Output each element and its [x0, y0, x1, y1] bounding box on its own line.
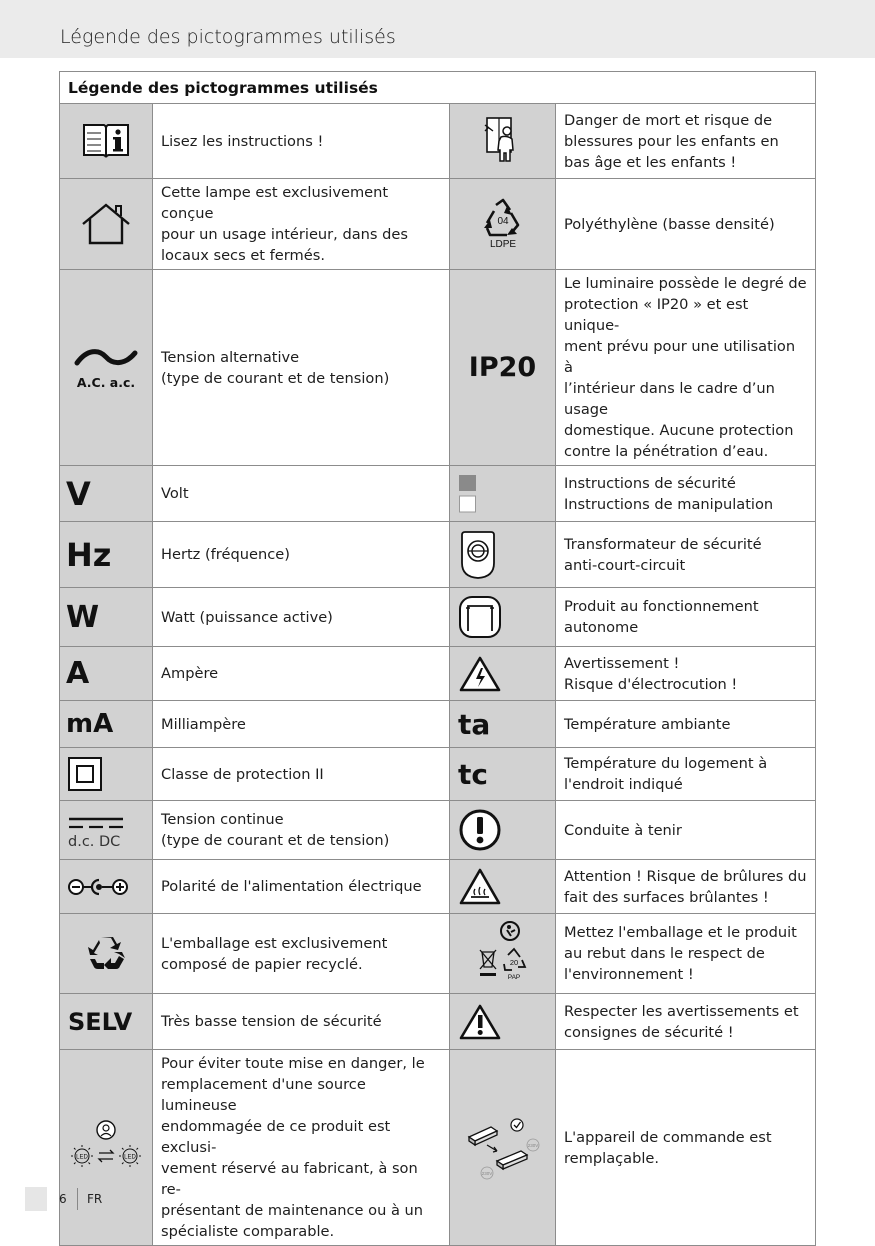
table-row	[60, 860, 816, 914]
icon-cell	[60, 104, 153, 179]
table-row	[60, 104, 816, 179]
ip20-icon: IP20	[468, 352, 537, 383]
icon-cell	[450, 104, 556, 179]
pap-label-text: PAP	[507, 973, 520, 981]
icon-cell	[450, 701, 556, 748]
table-row	[60, 701, 816, 748]
independent-operation-icon	[458, 595, 502, 639]
dc-label-text: d.c. DC	[68, 834, 121, 850]
recycled-paper-icon	[84, 934, 128, 974]
description-cell: Transformateur de sécurité anti-court-circuit	[556, 522, 816, 588]
icon-cell	[450, 748, 556, 801]
icon-cell	[60, 270, 153, 466]
exclamation-circle-icon	[458, 808, 502, 852]
watt-icon: W	[66, 599, 100, 635]
language-code: FR	[87, 1192, 103, 1206]
table-heading-row	[60, 72, 816, 104]
icon-cell	[60, 588, 153, 647]
description-cell: Très basse tension de sécurité	[153, 994, 450, 1050]
footer-divider	[77, 1188, 78, 1210]
icon-cell	[450, 647, 556, 701]
description-cell: Mettez l'emballage et le produit au rebut dans le respect de l'environnement !	[556, 914, 816, 994]
page-header	[0, 0, 875, 58]
voltage-text-b: 230V	[481, 1170, 492, 1176]
description-cell: Tension alternative (type de courant et de tension)	[153, 270, 450, 466]
icon-cell	[450, 860, 556, 914]
description-cell: Instructions de sécurité Instructions de manipulation	[556, 466, 816, 522]
description-cell: Respecter les avertissements et consignes de sécurité !	[556, 994, 816, 1050]
icon-cell	[450, 801, 556, 860]
table-row	[60, 914, 816, 994]
child-danger-icon	[483, 115, 523, 167]
icon-cell	[60, 801, 153, 860]
description-cell: Ampère	[153, 647, 450, 701]
led-right-text: LED	[124, 1154, 136, 1160]
icon-cell	[450, 588, 556, 647]
description-cell: Volt	[153, 466, 450, 522]
icon-cell	[60, 522, 153, 588]
direct-current-icon	[66, 810, 132, 850]
general-warning-icon	[458, 1003, 502, 1041]
table-row	[60, 801, 816, 860]
alternating-current-icon	[71, 343, 141, 393]
house-icon	[80, 202, 132, 246]
footer-marker	[25, 1187, 47, 1211]
polarity-icon	[66, 877, 132, 897]
table-row	[60, 1050, 816, 1246]
icon-cell	[60, 466, 153, 522]
description-cell: Tension continue (type de courant et de tension)	[153, 801, 450, 860]
led-left-text: LED	[76, 1154, 88, 1160]
icon-cell	[60, 1050, 153, 1246]
description-cell: Température du logement à l'endroit indiqué	[556, 748, 816, 801]
description-cell: L'appareil de commande est remplaçable.	[556, 1050, 816, 1246]
safety-squares-icon	[458, 474, 480, 514]
voltage-text-a: 230V	[527, 1142, 538, 1148]
page-title: Légende des pictogrammes utilisés	[60, 26, 396, 48]
table-row	[60, 270, 816, 466]
electric-warning-icon	[458, 655, 502, 693]
ampere-icon: A	[66, 656, 90, 691]
description-cell: Watt (puissance active)	[153, 588, 450, 647]
selv-icon: SELV	[68, 1007, 133, 1036]
table-row	[60, 588, 816, 647]
description-cell: Polyéthylène (basse densité)	[556, 179, 816, 270]
protection-class-2-icon	[67, 756, 103, 792]
description-cell: Lisez les instructions !	[153, 104, 450, 179]
ldpe-code-text: 04	[496, 216, 509, 227]
table-row	[60, 647, 816, 701]
table-row	[60, 748, 816, 801]
description-cell: Avertissement ! Risque d'électrocution !	[556, 647, 816, 701]
icon-cell	[60, 179, 153, 270]
icon-cell	[60, 994, 153, 1050]
icon-cell	[450, 522, 556, 588]
milliampere-icon: mA	[66, 709, 114, 739]
icon-cell	[450, 466, 556, 522]
table-row	[60, 179, 816, 270]
icon-cell	[450, 914, 556, 994]
hot-surface-warning-icon	[458, 867, 502, 907]
table-heading: Légende des pictogrammes utilisés	[60, 72, 816, 104]
ldpe-recycling-icon	[478, 197, 528, 251]
description-cell: Classe de protection II	[153, 748, 450, 801]
table-row	[60, 994, 816, 1050]
ldpe-label-text: LDPE	[489, 239, 516, 250]
safety-transformer-icon	[458, 529, 498, 581]
icon-cell	[60, 914, 153, 994]
ambient-temperature-icon: ta	[458, 707, 491, 741]
description-cell: Produit au fonctionnement autonome	[556, 588, 816, 647]
description-cell: Température ambiante	[556, 701, 816, 748]
description-cell: Polarité de l'alimentation électrique	[153, 860, 450, 914]
table-row	[60, 522, 816, 588]
description-cell: Attention ! Risque de brûlures du fait des surfaces brûlantes !	[556, 860, 816, 914]
led-replacement-icon	[66, 1118, 146, 1178]
volt-icon: V	[66, 474, 91, 513]
icon-cell	[450, 1050, 556, 1246]
description-cell: L'emballage est exclusivement composé de papier recyclé.	[153, 914, 450, 994]
icon-cell	[60, 748, 153, 801]
page-number: 6	[59, 1192, 67, 1206]
icon-cell	[60, 860, 153, 914]
replaceable-control-gear-icon	[461, 1113, 545, 1183]
hertz-icon: Hz	[66, 535, 112, 574]
description-cell: Milliampère	[153, 701, 450, 748]
icon-cell	[60, 701, 153, 748]
manual-info-icon	[81, 121, 131, 161]
pap-code-text: 20	[509, 957, 518, 967]
description-cell: Hertz (fréquence)	[153, 522, 450, 588]
description-cell: Le luminaire possède le degré de protection « IP20 » et est unique- ment prévu pour une utilisation à l’intérieur dans le cadre d’un usage domestique. Aucune protection contre la pénétration d’eau.	[556, 270, 816, 466]
disposal-icon	[468, 919, 538, 989]
description-cell: Pour éviter toute mise en danger, le remplacement d'une source lumineuse endommagée de ce produit est exclusi- vement réservé au fabricant, à son re- présentant de maintenance ou à un spécialiste comparable.	[153, 1050, 450, 1246]
icon-cell	[60, 647, 153, 701]
pictogram-legend-table	[59, 71, 816, 1246]
ac-label-text: A.C. a.c.	[76, 374, 136, 390]
description-cell: Cette lampe est exclusivement conçue pour un usage intérieur, dans des locaux secs et fermés.	[153, 179, 450, 270]
housing-temperature-icon: tc	[458, 757, 488, 791]
table-row	[60, 466, 816, 522]
icon-cell	[450, 179, 556, 270]
icon-cell	[450, 994, 556, 1050]
description-cell: Conduite à tenir	[556, 801, 816, 860]
description-cell: Danger de mort et risque de blessures pour les enfants en bas âge et les enfants !	[556, 104, 816, 179]
icon-cell	[450, 270, 556, 466]
